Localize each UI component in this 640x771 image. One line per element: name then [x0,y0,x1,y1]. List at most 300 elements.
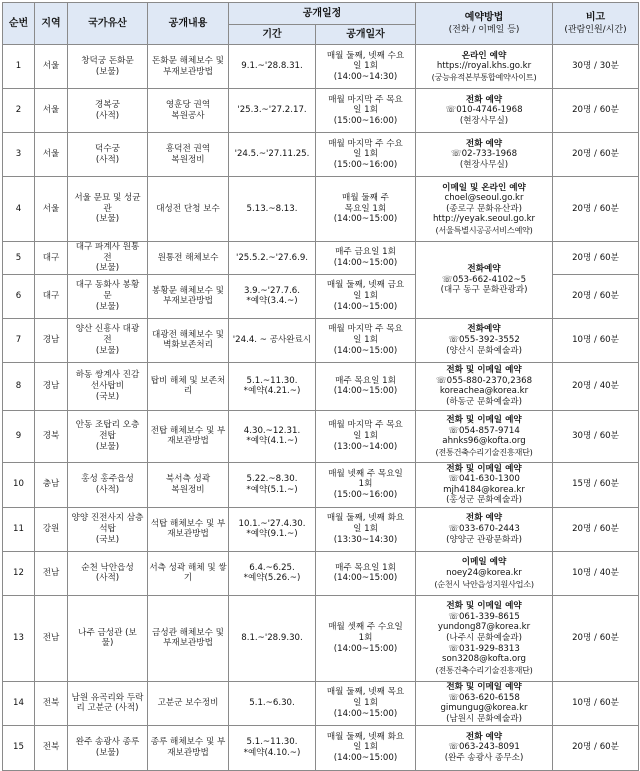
cell-dates-line: 매월 마지막 주 수요 [328,138,403,149]
cell-heritage-line: 안동 조탑리 오층 [75,420,140,431]
reservation-detail: gimungug@korea.kr [440,703,528,714]
cell-period-line: *예약(4.10.~) [243,747,301,758]
cell-content [148,89,229,133]
header-note-sub: (관람인원/시간) [564,24,627,35]
reservation-detail: (순천시 낙안읍성지원사업소) [434,578,534,589]
cell-region: 전남 [35,551,68,595]
header-schedule: 공개일정 [229,3,416,25]
cell-reservation [416,242,553,319]
cell-note: 30명 / 30분 [553,45,639,89]
cell-dates-line: (14:00~14:30) [333,71,398,82]
cell-period-line: '25.3.~'27.2.17. [237,105,307,116]
reservation-detail: son3208@kofta.org [442,654,526,665]
cell-heritage-line: (국보) [95,534,120,545]
cell-dates [316,462,416,507]
cell-dates-line: (14:00~15:00) [333,301,398,312]
cell-note: 20명 / 60분 [553,507,639,551]
cell-content-line: 대광전 해체보수 및 [152,329,224,340]
cell-period [229,362,316,410]
cell-period-line: 3.9.~'27.7.6. [243,285,301,296]
cell-content [148,725,229,770]
cell-heritage-line: (보물) [95,301,120,312]
cell-period-line: *예약(5.26.~) [243,573,301,584]
cell-region: 서울 [35,133,68,177]
cell-heritage-line: (보물) [95,747,120,758]
cell-period-line: 8.1.~'28.9.30. [241,632,303,643]
cell-period-line: 9.1.~'28.8.31. [241,61,303,72]
reservation-method: 전화예약 [467,264,501,274]
heritage-table [2,2,639,771]
reservation-detail: (전통건축수리기술진흥재단) [435,664,533,675]
cell-content [148,410,229,462]
cell-dates-line: (14:00~15:00) [333,708,398,719]
cell-dates [316,410,416,462]
cell-heritage-line: 관 [103,203,112,214]
cell-region: 전북 [35,681,68,725]
reservation-method: 전화예약 [467,324,501,335]
header-heritage: 국가유산 [68,3,148,45]
cell-heritage [68,410,148,462]
cell-content-line: 석탑 해체보수 및 부 [150,518,226,529]
reservation-detail: yundong87@korea.kr [437,622,531,633]
cell-heritage [68,551,148,595]
cell-dates [316,362,416,410]
cell-dates-line: (15:00~16:00) [333,490,398,501]
cell-no: 6 [3,274,35,318]
cell-content-line: 재보관방법 [167,436,209,447]
cell-content-line: 흥덕전 권역 복원정비 [165,143,211,165]
cell-reservation [416,725,553,770]
cell-content [148,242,229,275]
cell-heritage [68,725,148,770]
reservation-method: 전화 예약 [465,731,503,742]
cell-content-line: 재보관방법 [167,529,209,540]
cell-heritage-line: 완주 송광사 종루 [75,737,140,748]
cell-content-line: 돈화문 해체보수 및 [152,55,224,66]
reservation-method: 전화 예약 [465,138,503,149]
cell-dates-line: 매월 둘째 주 [342,193,389,204]
cell-heritage-line: 경복궁 [95,99,120,110]
cell-dates [316,681,416,725]
cell-dates-line: (15:00~16:00) [333,115,398,126]
cell-heritage [68,362,148,410]
cell-heritage-line: 남원 유곡리와 두락 [71,692,144,703]
cell-content [148,45,229,89]
cell-content [148,551,229,595]
cell-content-line: 재보관방법 [167,747,209,758]
cell-period-line: 5.1.~11.30. [246,737,298,748]
cell-dates-line: 일 1회 [353,61,378,72]
header-dates: 공개일자 [316,25,416,45]
reservation-detail: (현장사무실) [459,115,509,126]
reservation-detail: ☏054-857-9714 [448,425,520,436]
cell-heritage-line: 홍성 홍주읍성 [81,474,134,485]
cell-dates-line: 일 1회 [353,149,378,160]
cell-heritage-line: (보물) [95,345,120,356]
cell-region: 경북 [35,410,68,462]
cell-dates-line: (15:00~16:00) [333,159,398,170]
cell-content-line: 원통전 해체보수 [157,252,219,263]
cell-content [148,318,229,362]
cell-dates-line: 매월 마지막 주 목요 [328,420,403,431]
cell-heritage-line: 선사탑비 [90,380,125,391]
reservation-detail: koreachea@korea.kr [439,386,529,397]
cell-dates [316,89,416,133]
cell-period [229,507,316,551]
cell-content-line: 영훈당 권역 복원공사 [165,99,211,121]
cell-no: 9 [3,410,35,462]
cell-note: 20명 / 60분 [553,133,639,177]
cell-period-line: *예약(4.1.~) [246,436,298,447]
table-row [3,133,639,177]
reservation-detail: ☏061-339-8615 [448,611,520,622]
cell-heritage-line: (사적) [95,154,120,165]
cell-period [229,551,316,595]
table-row [3,89,639,133]
cell-heritage [68,681,148,725]
cell-heritage [68,462,148,507]
cell-note: 20명 / 60분 [553,274,639,318]
cell-period-line: *예약(4.21.~) [243,386,301,397]
table-row [3,551,639,595]
cell-content-line: 대성전 단청 보수 [156,203,220,214]
cell-content [148,462,229,507]
cell-content-line: 리 [183,386,193,397]
cell-note: 10명 / 40분 [553,551,639,595]
cell-dates [316,551,416,595]
cell-heritage-line: 창덕궁 돈화문 [81,55,134,66]
cell-region: 강원 [35,507,68,551]
cell-period-line: 5.1.~6.30. [249,697,295,708]
cell-dates-line: 1회 [358,479,373,490]
reservation-detail: ☏055-880-2370,2368 [435,375,533,386]
cell-period-line: '24.5.~'27.11.25. [234,149,310,160]
cell-heritage [68,242,148,275]
cell-note: 30명 / 60분 [553,410,639,462]
reservation-detail: (대구 동구 문화관광과) [440,285,528,296]
cell-dates-line: (14:00~15:00) [333,214,398,225]
cell-dates-line: (14:00~15:00) [333,345,398,356]
cell-heritage-line: 하동 쌍계사 진감 [75,370,140,381]
table-row [3,595,639,681]
cell-dates-line: 매주 금요일 1회 [335,247,396,258]
cell-reservation [416,362,553,410]
reservation-method: 전화 및 이메일 예약 [446,365,522,376]
cell-period-line: 4.30.~12.31. [243,425,301,436]
cell-heritage [68,507,148,551]
cell-note: 20명 / 60분 [553,725,639,770]
cell-period-line: *예약(5.1.~) [246,484,298,495]
cell-content [148,507,229,551]
cell-heritage [68,177,148,242]
reservation-detail: (현장사무실) [459,159,509,170]
header-no: 순번 [3,3,35,45]
cell-heritage-line: (보물) [95,66,120,77]
cell-dates [316,318,416,362]
cell-region: 경남 [35,318,68,362]
cell-content-line: 벽화보존처리 [163,340,213,351]
cell-period-line: '25.5.2.~'27.6.9. [235,252,309,263]
table-row [3,45,639,89]
cell-heritage-line: (보물) [95,214,120,225]
cell-content-line: 부재보관방법 [163,66,213,77]
cell-dates [316,725,416,770]
cell-heritage-line: (국보) [95,391,120,402]
reservation-detail: https://royal.khs.go.kr [436,61,532,72]
cell-heritage-line: 양양 진전사지 삼층 [71,513,144,524]
cell-note: 20명 / 40분 [553,362,639,410]
cell-reservation [416,410,553,462]
cell-dates [316,274,416,318]
cell-content-line: 기 [183,573,193,584]
reservation-detail: (종로구 문화유산과) [446,203,522,214]
cell-no: 15 [3,725,35,770]
reservation-method: 전화 및 이메일 예약 [446,601,522,612]
reservation-detail: (양산시 문화예술과) [446,345,522,356]
cell-note: 20명 / 60분 [553,89,639,133]
cell-dates-line: 매주 목요일 1회 [335,562,396,573]
cell-period-line: 5.1.~11.30. [246,375,298,386]
cell-dates-line: 일 1회 [353,697,378,708]
cell-dates-line: 매월 마지막 주 목요 [328,324,403,335]
cell-no: 5 [3,242,35,275]
cell-region: 전남 [35,595,68,681]
cell-content [148,177,229,242]
header-note-title: 비고 [585,11,606,23]
reservation-detail: ☏055-392-3552 [448,334,520,345]
cell-reservation [416,507,553,551]
cell-heritage-line: 대구 파계사 원통 [75,242,140,252]
cell-dates-line: 매주 목요일 1회 [335,375,396,386]
cell-content-line: 탑비 해체 및 보존처 [150,375,226,386]
reservation-method: 전화 및 이메일 예약 [446,415,522,426]
cell-content [148,681,229,725]
cell-period [229,274,316,318]
cell-heritage [68,45,148,89]
cell-note: 10명 / 60분 [553,681,639,725]
cell-heritage-line: (보물) [95,441,120,452]
header-region: 지역 [35,3,68,45]
cell-dates [316,595,416,681]
cell-period [229,595,316,681]
cell-heritage-line: (사적) [95,110,120,121]
cell-heritage-line: 덕수궁 [95,143,120,154]
cell-dates-line: (13:30~14:30) [333,534,398,545]
reservation-method: 전화 및 이메일 예약 [446,463,522,474]
cell-no: 13 [3,595,35,681]
cell-reservation [416,462,553,507]
reservation-detail: (홍성군 문화예술과) [446,495,522,506]
cell-heritage-line: 서울 문묘 및 성균 [74,193,141,204]
table-body [3,45,639,771]
cell-dates-line: (14:00~15:00) [333,257,398,268]
cell-heritage-line: 문 [103,290,112,301]
cell-period [229,462,316,507]
cell-dates [316,507,416,551]
cell-period-line: 6.4.~6.25. [249,562,295,573]
cell-heritage [68,89,148,133]
reservation-detail: ☏010-4746-1968 [445,105,523,116]
cell-heritage-line: 리 고분군 (사적) [76,703,139,714]
cell-dates-line: 매월 둘째, 넷째 수요 [326,50,405,61]
cell-no: 11 [3,507,35,551]
cell-dates-line: 목요일 1회 [344,203,387,214]
cell-region: 대구 [35,242,68,275]
reservation-method: 이메일 및 온라인 예약 [442,182,526,193]
cell-heritage-line: 석탑 [99,523,116,534]
cell-heritage [68,274,148,318]
table-row [3,242,639,275]
cell-heritage-line: 물) [101,638,114,649]
cell-heritage-line: 전 [103,334,112,345]
header-note [553,3,639,45]
cell-heritage-line: (사적) [95,573,120,584]
cell-dates [316,242,416,275]
cell-period-line: 5.22.~8.30. [246,474,298,485]
table-row [3,507,639,551]
cell-content-line: 금성관 해체보수 및 [152,627,224,638]
cell-dates-line: 매월 둘째, 넷째 화요 [326,513,405,524]
cell-heritage-line: (사적) [95,484,120,495]
cell-region: 서울 [35,45,68,89]
cell-content [148,595,229,681]
cell-period-line: 10.1.~'27.4.30. [238,518,306,529]
cell-reservation [416,551,553,595]
cell-period [229,725,316,770]
table-row [3,318,639,362]
reservation-detail: mjh4184@korea.kr [443,484,525,495]
cell-dates-line: 일 1회 [353,290,378,301]
reservation-detail: ☏053-662-4102~5 [441,274,527,285]
cell-dates-line: 일 1회 [353,334,378,345]
table-row [3,177,639,242]
cell-dates-line: (14:00~15:00) [333,753,398,764]
cell-dates-line: 매월 둘째, 넷째 금요 [326,280,405,291]
cell-dates-line: 일 1회 [353,742,378,753]
cell-content-line: 종루 해체보수 및 부 [150,737,226,748]
cell-content [148,133,229,177]
table-row [3,725,639,770]
cell-content-line: 북서측 성곽 복원정비 [165,474,211,495]
cell-dates-line: (14:00~15:00) [333,573,398,584]
header-period: 기간 [229,25,316,45]
reservation-detail: ☏041-630-1300 [448,474,520,485]
cell-region: 대구 [35,274,68,318]
cell-heritage-line: 나주 금성관 (보 [78,627,137,638]
cell-dates [316,45,416,89]
cell-heritage-line: 순천 낙안읍성 [81,562,134,573]
cell-note: 15명 / 60분 [553,462,639,507]
reservation-detail: (양양군 관광문화과) [446,534,522,545]
reservation-method: 온라인 예약 [461,50,507,61]
reservation-method: 전화 예약 [465,513,503,524]
cell-dates-line: 일 1회 [353,105,378,116]
cell-no: 7 [3,318,35,362]
reservation-detail: http://yeyak.seoul.go.kr [432,214,536,225]
cell-note: 20명 / 60분 [553,595,639,681]
reservation-detail: (전통건축수리기술진흥재단) [435,446,533,457]
cell-no: 2 [3,89,35,133]
cell-content [148,274,229,318]
cell-dates [316,177,416,242]
cell-region: 전북 [35,725,68,770]
cell-dates-line: 일 1회 [353,523,378,534]
cell-reservation [416,45,553,89]
cell-dates-line: 매월 마지막 주 목요 [328,94,403,105]
cell-content-line: 서측 성곽 해체 및 쌓 [149,562,227,573]
cell-period [229,89,316,133]
reservation-detail: (궁능유적본부통합예약사이트) [431,71,537,82]
cell-content-line: 부재보관방법 [163,296,213,307]
cell-region: 서울 [35,89,68,133]
cell-no: 10 [3,462,35,507]
cell-dates-line: (14:00~15:00) [333,643,398,654]
cell-period [229,133,316,177]
reservation-detail: (남원시 문화예술과) [446,713,522,724]
reservation-detail: (완주 송광사 종무소) [444,753,524,764]
cell-heritage-line: 전탑 [99,430,116,441]
reservation-detail: choel@seoul.go.kr [444,193,524,204]
cell-period-line: *예약(3.4.~) [246,296,298,307]
header-content: 공개내용 [148,3,229,45]
cell-heritage [68,318,148,362]
cell-reservation [416,318,553,362]
cell-dates [316,133,416,177]
cell-period [229,242,316,275]
reservation-detail: ☏063-620-6158 [448,692,520,703]
cell-content [148,362,229,410]
cell-period [229,681,316,725]
reservation-detail: noey24@korea.kr [446,567,522,578]
cell-heritage [68,595,148,681]
reservation-method: 전화 예약 [465,94,503,105]
cell-note: 20명 / 60분 [553,177,639,242]
cell-no: 3 [3,133,35,177]
cell-heritage-line: (보물) [95,263,120,274]
cell-no: 14 [3,681,35,725]
cell-content-line: 봉황문 해체보수 및 [152,285,224,296]
reservation-method: 이메일 예약 [461,557,507,568]
header-reservation [416,3,553,45]
table-row [3,462,639,507]
cell-period-line: '24.4. ~ 공사완료시 [232,334,312,345]
reservation-detail: ☏031-929-8313 [448,643,520,654]
cell-dates-line: (14:00~15:00) [333,386,398,397]
cell-dates-line: 매월 둘째, 넷째 화요 [326,731,405,742]
cell-dates-line: 일 1회 [353,430,378,441]
table-row [3,410,639,462]
reservation-detail: ☏033-670-2443 [448,523,520,534]
reservation-detail: (하동군 문화예술과) [446,396,522,407]
cell-content-line: 부재보관방법 [163,638,213,649]
cell-region: 경남 [35,362,68,410]
reservation-method: 전화 및 이메일 예약 [446,682,522,693]
cell-period [229,410,316,462]
cell-dates-line: 1회 [358,632,373,643]
table-row [3,681,639,725]
header-reservation-title: 예약방법 [464,11,504,23]
reservation-detail: (나주시 문화예술과) [446,632,522,643]
cell-dates-line: 매월 넷째 주 목요일 [328,468,403,479]
cell-no: 12 [3,551,35,595]
reservation-detail: ☏063-243-8091 [448,742,520,753]
cell-period-line: *예약(9.1.~) [246,529,298,540]
cell-heritage [68,133,148,177]
cell-region: 충남 [35,462,68,507]
cell-content-line: 고분군 보수정비 [157,697,219,708]
cell-no: 4 [3,177,35,242]
cell-period [229,45,316,89]
